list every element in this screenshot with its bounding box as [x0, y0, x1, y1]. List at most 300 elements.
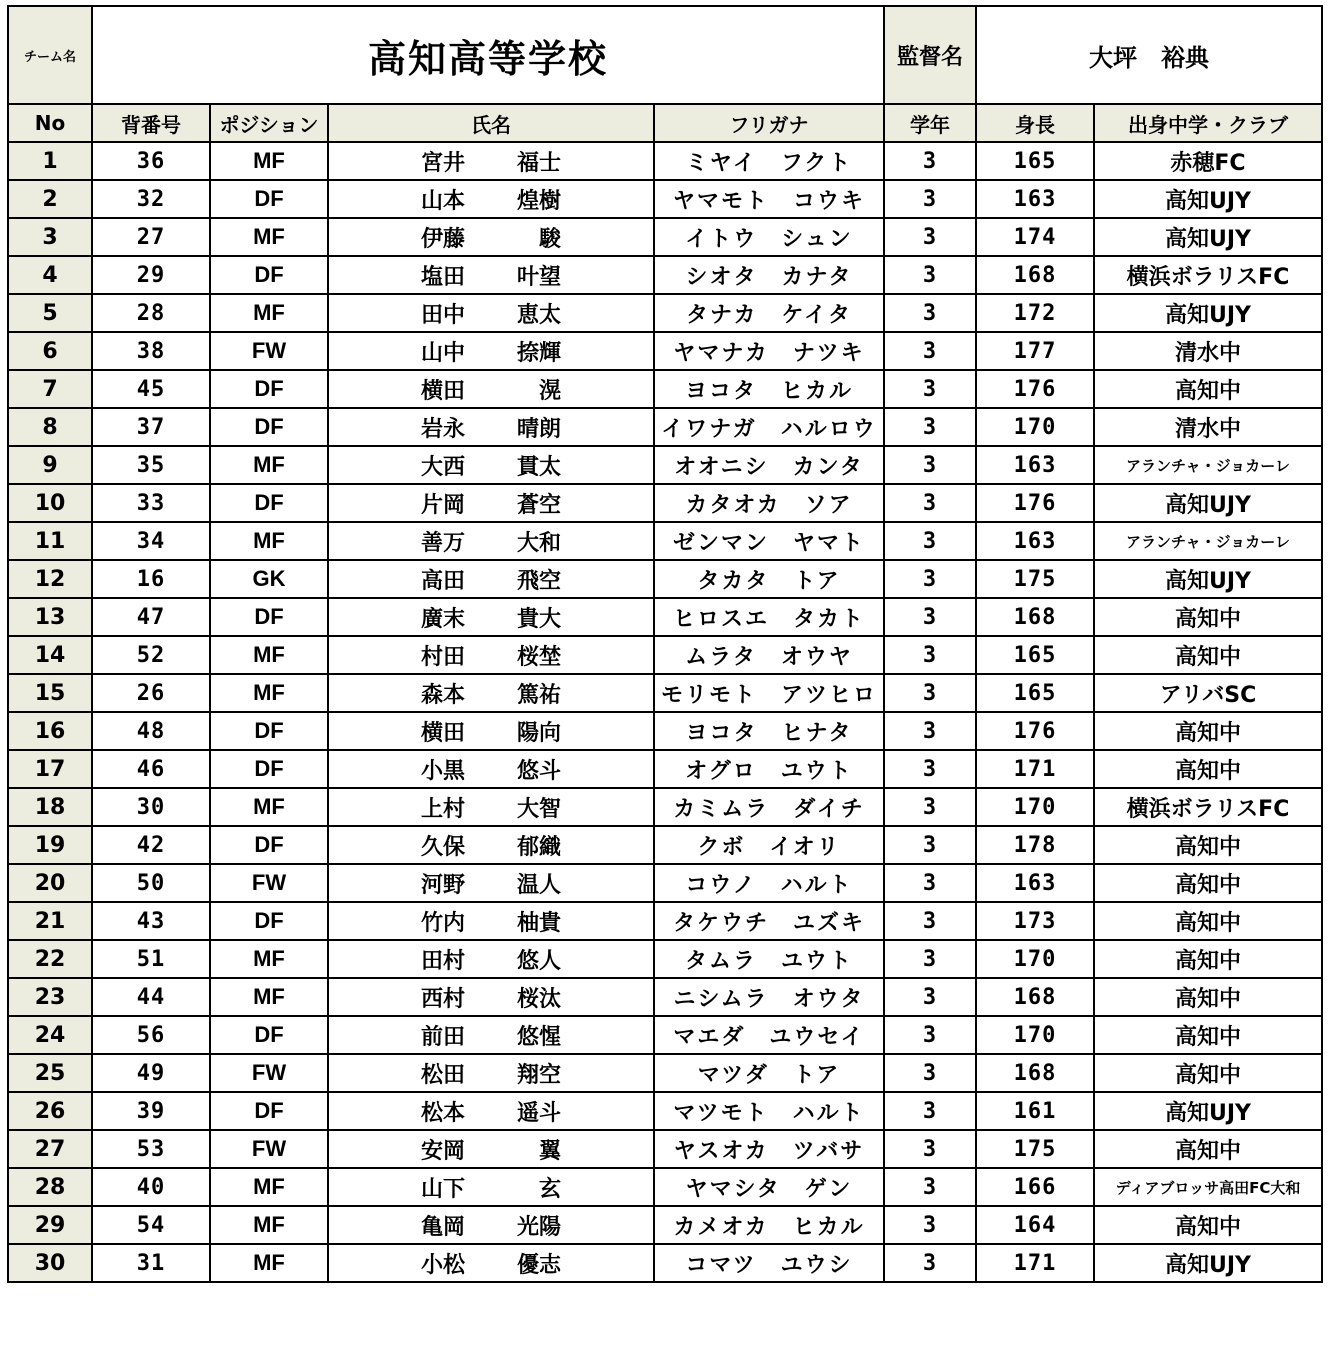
- player-family-name: 善万: [421, 530, 466, 556]
- player-kana: ニシムラ オウタ: [654, 978, 884, 1016]
- player-no: 4: [8, 256, 92, 294]
- player-row: [8, 446, 1322, 484]
- player-club: 高知UJY: [1094, 294, 1322, 332]
- player-height: 168: [976, 978, 1094, 1016]
- player-kana: コウノ ハルト: [654, 864, 884, 902]
- player-row: [8, 1054, 1322, 1092]
- player-family-name: 前田: [421, 1024, 466, 1050]
- player-name: [328, 1016, 654, 1054]
- player-row: [8, 408, 1322, 446]
- player-given-name: 恵太: [516, 302, 561, 328]
- column-header-row: [8, 104, 1322, 142]
- player-position: MF: [210, 142, 328, 180]
- player-no: 5: [8, 294, 92, 332]
- player-name: [328, 256, 654, 294]
- player-name-wrap: [421, 374, 561, 405]
- player-row: [8, 636, 1322, 674]
- player-no: 23: [8, 978, 92, 1016]
- player-grade: 3: [884, 256, 976, 294]
- player-name-wrap: [421, 450, 561, 481]
- player-position: DF: [210, 484, 328, 522]
- player-kana: ムラタ オウヤ: [654, 636, 884, 674]
- player-no: 26: [8, 1092, 92, 1130]
- player-position: DF: [210, 1092, 328, 1130]
- player-name: [328, 560, 654, 598]
- player-family-name: 小松: [421, 1252, 466, 1278]
- player-height: 161: [976, 1092, 1094, 1130]
- player-position: MF: [210, 218, 328, 256]
- player-grade: 3: [884, 294, 976, 332]
- player-row: [8, 1244, 1322, 1282]
- player-no: 28: [8, 1168, 92, 1206]
- player-name: [328, 636, 654, 674]
- player-given-name: 貫太: [516, 454, 561, 480]
- player-position: MF: [210, 978, 328, 1016]
- player-position: DF: [210, 180, 328, 218]
- player-name: [328, 218, 654, 256]
- player-kana: カメオカ ヒカル: [654, 1206, 884, 1244]
- player-no: 13: [8, 598, 92, 636]
- player-grade: 3: [884, 712, 976, 750]
- player-club: 横浜ボラリスFC: [1094, 788, 1322, 826]
- player-row: [8, 560, 1322, 598]
- player-club: ディアブロッサ高田FC大和: [1094, 1168, 1322, 1206]
- player-name-wrap: [421, 412, 561, 443]
- player-kana: カタオカ ソア: [654, 484, 884, 522]
- player-club: アランチャ・ジョカーレ: [1094, 446, 1322, 484]
- player-family-name: 久保: [421, 834, 466, 860]
- player-name: [328, 750, 654, 788]
- player-name-wrap: [421, 678, 561, 709]
- player-kana: マエダ ユウセイ: [654, 1016, 884, 1054]
- player-height: 165: [976, 674, 1094, 712]
- player-family-name: 岩永: [421, 416, 466, 442]
- player-given-name: 桜埜: [516, 644, 561, 670]
- player-kana: ミヤイ フクト: [654, 142, 884, 180]
- player-name-wrap: [421, 184, 561, 215]
- player-grade: 3: [884, 1092, 976, 1130]
- player-number: 30: [92, 788, 210, 826]
- player-given-name: 悠惺: [516, 1024, 561, 1050]
- player-given-name: 滉: [538, 378, 561, 404]
- player-no: 24: [8, 1016, 92, 1054]
- player-number: 44: [92, 978, 210, 1016]
- team-name: 高知高等学校: [92, 6, 884, 104]
- player-position: DF: [210, 256, 328, 294]
- player-row: [8, 674, 1322, 712]
- player-row: [8, 788, 1322, 826]
- player-name: [328, 1130, 654, 1168]
- player-row: [8, 522, 1322, 560]
- player-no: 9: [8, 446, 92, 484]
- player-given-name: 柚貴: [516, 910, 561, 936]
- player-family-name: 安岡: [421, 1138, 466, 1164]
- player-name-wrap: [421, 602, 561, 633]
- player-name-wrap: [421, 260, 561, 291]
- player-position: DF: [210, 826, 328, 864]
- player-height: 176: [976, 484, 1094, 522]
- player-number: 39: [92, 1092, 210, 1130]
- player-row: [8, 1168, 1322, 1206]
- player-no: 29: [8, 1206, 92, 1244]
- player-grade: 3: [884, 1054, 976, 1092]
- player-number: 27: [92, 218, 210, 256]
- player-name: [328, 1206, 654, 1244]
- player-family-name: 大西: [421, 454, 466, 480]
- player-number: 31: [92, 1244, 210, 1282]
- player-position: MF: [210, 294, 328, 332]
- player-kana: タムラ ユウト: [654, 940, 884, 978]
- player-grade: 3: [884, 940, 976, 978]
- column-header-club: 出身中学・クラブ: [1094, 104, 1322, 142]
- player-family-name: 松田: [421, 1062, 466, 1088]
- player-given-name: 捺輝: [516, 340, 561, 366]
- player-no: 27: [8, 1130, 92, 1168]
- player-family-name: 宮井: [421, 150, 466, 176]
- player-name: [328, 522, 654, 560]
- player-height: 174: [976, 218, 1094, 256]
- player-name: [328, 788, 654, 826]
- player-kana: ゼンマン ヤマト: [654, 522, 884, 560]
- player-grade: 3: [884, 1244, 976, 1282]
- player-name-wrap: [421, 1134, 561, 1165]
- player-family-name: 高田: [421, 568, 466, 594]
- player-kana: カミムラ ダイチ: [654, 788, 884, 826]
- player-given-name: 翼: [538, 1138, 561, 1164]
- player-row: [8, 1130, 1322, 1168]
- player-name-wrap: [421, 868, 561, 899]
- player-given-name: 飛空: [516, 568, 561, 594]
- column-header-name: 氏名: [328, 104, 654, 142]
- player-name: [328, 408, 654, 446]
- player-no: 6: [8, 332, 92, 370]
- player-height: 165: [976, 142, 1094, 180]
- coach-name: 大坪 裕典: [976, 6, 1322, 104]
- player-grade: 3: [884, 598, 976, 636]
- player-height: 163: [976, 522, 1094, 560]
- player-name-wrap: [421, 564, 561, 595]
- player-given-name: 大智: [516, 796, 561, 822]
- player-grade: 3: [884, 332, 976, 370]
- player-family-name: 塩田: [421, 264, 466, 290]
- player-given-name: 遥斗: [516, 1100, 561, 1126]
- player-club: 高知UJY: [1094, 1092, 1322, 1130]
- player-name: [328, 142, 654, 180]
- player-name: [328, 902, 654, 940]
- player-name: [328, 484, 654, 522]
- player-family-name: 亀岡: [421, 1214, 466, 1240]
- column-header-no: No: [8, 104, 92, 142]
- player-club: 赤穂FC: [1094, 142, 1322, 180]
- player-kana: タケウチ ユズキ: [654, 902, 884, 940]
- player-grade: 3: [884, 142, 976, 180]
- player-name: [328, 978, 654, 1016]
- player-club: 高知中: [1094, 826, 1322, 864]
- player-height: 163: [976, 446, 1094, 484]
- player-height: 170: [976, 940, 1094, 978]
- player-grade: 3: [884, 218, 976, 256]
- player-grade: 3: [884, 560, 976, 598]
- player-name-wrap: [421, 1020, 561, 1051]
- player-family-name: 上村: [421, 796, 466, 822]
- player-kana: ヨコタ ヒナタ: [654, 712, 884, 750]
- player-kana: マツモト ハルト: [654, 1092, 884, 1130]
- player-kana: イトウ シュン: [654, 218, 884, 256]
- player-name-wrap: [421, 1248, 561, 1279]
- player-position: FW: [210, 1130, 328, 1168]
- player-name: [328, 1168, 654, 1206]
- player-club: 高知UJY: [1094, 1244, 1322, 1282]
- player-given-name: 光陽: [516, 1214, 561, 1240]
- player-family-name: 山本: [421, 188, 466, 214]
- player-row: [8, 1016, 1322, 1054]
- player-height: 172: [976, 294, 1094, 332]
- player-grade: 3: [884, 902, 976, 940]
- player-number: 40: [92, 1168, 210, 1206]
- player-club: 高知中: [1094, 1206, 1322, 1244]
- player-position: MF: [210, 1206, 328, 1244]
- column-header-height: 身長: [976, 104, 1094, 142]
- player-height: 175: [976, 1130, 1094, 1168]
- player-name-wrap: [421, 298, 561, 329]
- player-family-name: 伊藤: [421, 226, 466, 252]
- player-club: 高知中: [1094, 712, 1322, 750]
- player-name-wrap: [421, 982, 561, 1013]
- player-club: 高知UJY: [1094, 180, 1322, 218]
- player-name: [328, 294, 654, 332]
- player-club: 高知中: [1094, 1054, 1322, 1092]
- player-number: 37: [92, 408, 210, 446]
- player-position: MF: [210, 940, 328, 978]
- player-position: MF: [210, 522, 328, 560]
- player-club: 高知中: [1094, 1016, 1322, 1054]
- player-name-wrap: [421, 640, 561, 671]
- player-name: [328, 446, 654, 484]
- player-number: 42: [92, 826, 210, 864]
- player-height: 165: [976, 636, 1094, 674]
- player-name: [328, 1244, 654, 1282]
- player-grade: 3: [884, 484, 976, 522]
- player-position: MF: [210, 636, 328, 674]
- player-given-name: 陽向: [516, 720, 561, 746]
- player-family-name: 山下: [421, 1176, 466, 1202]
- player-grade: 3: [884, 446, 976, 484]
- player-club: アリバSC: [1094, 674, 1322, 712]
- player-grade: 3: [884, 750, 976, 788]
- player-grade: 3: [884, 180, 976, 218]
- player-name: [328, 1054, 654, 1092]
- player-height: 176: [976, 370, 1094, 408]
- player-position: FW: [210, 1054, 328, 1092]
- player-no: 15: [8, 674, 92, 712]
- player-number: 48: [92, 712, 210, 750]
- player-name-wrap: [421, 1172, 561, 1203]
- player-no: 8: [8, 408, 92, 446]
- player-kana: シオタ カナタ: [654, 256, 884, 294]
- player-club: アランチャ・ジョカーレ: [1094, 522, 1322, 560]
- player-no: 22: [8, 940, 92, 978]
- player-number: 45: [92, 370, 210, 408]
- player-number: 26: [92, 674, 210, 712]
- player-no: 1: [8, 142, 92, 180]
- player-grade: 3: [884, 826, 976, 864]
- player-height: 166: [976, 1168, 1094, 1206]
- player-position: DF: [210, 408, 328, 446]
- player-name-wrap: [421, 754, 561, 785]
- player-name: [328, 1092, 654, 1130]
- player-row: [8, 142, 1322, 180]
- player-row: [8, 218, 1322, 256]
- column-header-grade: 学年: [884, 104, 976, 142]
- player-no: 25: [8, 1054, 92, 1092]
- player-no: 12: [8, 560, 92, 598]
- player-given-name: 玄: [538, 1176, 561, 1202]
- player-kana: オグロ ユウト: [654, 750, 884, 788]
- player-number: 38: [92, 332, 210, 370]
- player-family-name: 河野: [421, 872, 466, 898]
- player-row: [8, 598, 1322, 636]
- player-family-name: 松本: [421, 1100, 466, 1126]
- roster-body: [8, 142, 1322, 1282]
- player-no: 21: [8, 902, 92, 940]
- player-height: 170: [976, 1016, 1094, 1054]
- player-grade: 3: [884, 370, 976, 408]
- player-family-name: 田村: [421, 948, 466, 974]
- player-given-name: 大和: [516, 530, 561, 556]
- player-no: 30: [8, 1244, 92, 1282]
- player-position: DF: [210, 598, 328, 636]
- player-name: [328, 180, 654, 218]
- player-number: 33: [92, 484, 210, 522]
- player-name-wrap: [421, 944, 561, 975]
- player-number: 43: [92, 902, 210, 940]
- player-kana: モリモト アツヒロ: [654, 674, 884, 712]
- player-given-name: 福士: [516, 150, 561, 176]
- player-height: 168: [976, 598, 1094, 636]
- player-kana: ヒロスエ タカト: [654, 598, 884, 636]
- player-height: 178: [976, 826, 1094, 864]
- player-position: DF: [210, 370, 328, 408]
- player-given-name: 晴朗: [516, 416, 561, 442]
- player-row: [8, 902, 1322, 940]
- player-no: 14: [8, 636, 92, 674]
- player-name-wrap: [421, 830, 561, 861]
- player-kana: オオニシ カンタ: [654, 446, 884, 484]
- player-position: DF: [210, 750, 328, 788]
- player-position: FW: [210, 864, 328, 902]
- player-no: 7: [8, 370, 92, 408]
- player-grade: 3: [884, 1206, 976, 1244]
- player-height: 175: [976, 560, 1094, 598]
- player-number: 56: [92, 1016, 210, 1054]
- player-name-wrap: [421, 146, 561, 177]
- player-given-name: 蒼空: [516, 492, 561, 518]
- player-no: 17: [8, 750, 92, 788]
- player-family-name: 村田: [421, 644, 466, 670]
- player-club: 高知UJY: [1094, 218, 1322, 256]
- player-grade: 3: [884, 636, 976, 674]
- player-position: FW: [210, 332, 328, 370]
- player-kana: クボ イオリ: [654, 826, 884, 864]
- player-name-wrap: [421, 1096, 561, 1127]
- player-height: 177: [976, 332, 1094, 370]
- player-club: 高知中: [1094, 940, 1322, 978]
- player-name-wrap: [421, 906, 561, 937]
- player-grade: 3: [884, 674, 976, 712]
- player-name-wrap: [421, 716, 561, 747]
- player-row: [8, 940, 1322, 978]
- player-name-wrap: [421, 488, 561, 519]
- player-row: [8, 180, 1322, 218]
- player-given-name: 篤祐: [516, 682, 561, 708]
- player-kana: タナカ ケイタ: [654, 294, 884, 332]
- player-position: DF: [210, 902, 328, 940]
- player-number: 51: [92, 940, 210, 978]
- player-club: 清水中: [1094, 332, 1322, 370]
- player-height: 170: [976, 408, 1094, 446]
- player-club: 高知中: [1094, 370, 1322, 408]
- player-no: 19: [8, 826, 92, 864]
- player-row: [8, 484, 1322, 522]
- player-given-name: 貴大: [516, 606, 561, 632]
- player-name: [328, 370, 654, 408]
- player-kana: ヤマシタ ゲン: [654, 1168, 884, 1206]
- player-number: 46: [92, 750, 210, 788]
- player-kana: マツダ トア: [654, 1054, 884, 1092]
- player-name-wrap: [421, 792, 561, 823]
- player-no: 18: [8, 788, 92, 826]
- header-row: [8, 6, 1322, 104]
- player-family-name: 西村: [421, 986, 466, 1012]
- player-given-name: 煌樹: [516, 188, 561, 214]
- player-row: [8, 826, 1322, 864]
- player-grade: 3: [884, 408, 976, 446]
- player-number: 54: [92, 1206, 210, 1244]
- player-position: MF: [210, 1244, 328, 1282]
- player-club: 高知中: [1094, 636, 1322, 674]
- player-number: 36: [92, 142, 210, 180]
- player-no: 11: [8, 522, 92, 560]
- player-given-name: 悠斗: [516, 758, 561, 784]
- player-position: MF: [210, 788, 328, 826]
- player-number: 35: [92, 446, 210, 484]
- player-grade: 3: [884, 522, 976, 560]
- player-height: 163: [976, 180, 1094, 218]
- player-height: 171: [976, 1244, 1094, 1282]
- player-family-name: 片岡: [421, 492, 466, 518]
- player-given-name: 温人: [516, 872, 561, 898]
- player-position: MF: [210, 674, 328, 712]
- player-club: 高知中: [1094, 1130, 1322, 1168]
- player-club: 横浜ボラリスFC: [1094, 256, 1322, 294]
- player-name: [328, 674, 654, 712]
- player-club: 高知中: [1094, 864, 1322, 902]
- player-number: 32: [92, 180, 210, 218]
- player-no: 2: [8, 180, 92, 218]
- player-family-name: 森本: [421, 682, 466, 708]
- player-no: 16: [8, 712, 92, 750]
- player-number: 16: [92, 560, 210, 598]
- player-height: 168: [976, 256, 1094, 294]
- player-row: [8, 978, 1322, 1016]
- player-number: 29: [92, 256, 210, 294]
- player-given-name: 駿: [538, 226, 561, 252]
- player-family-name: 山中: [421, 340, 466, 366]
- player-no: 20: [8, 864, 92, 902]
- player-club: 高知UJY: [1094, 560, 1322, 598]
- player-name: [328, 940, 654, 978]
- player-given-name: 桜汰: [516, 986, 561, 1012]
